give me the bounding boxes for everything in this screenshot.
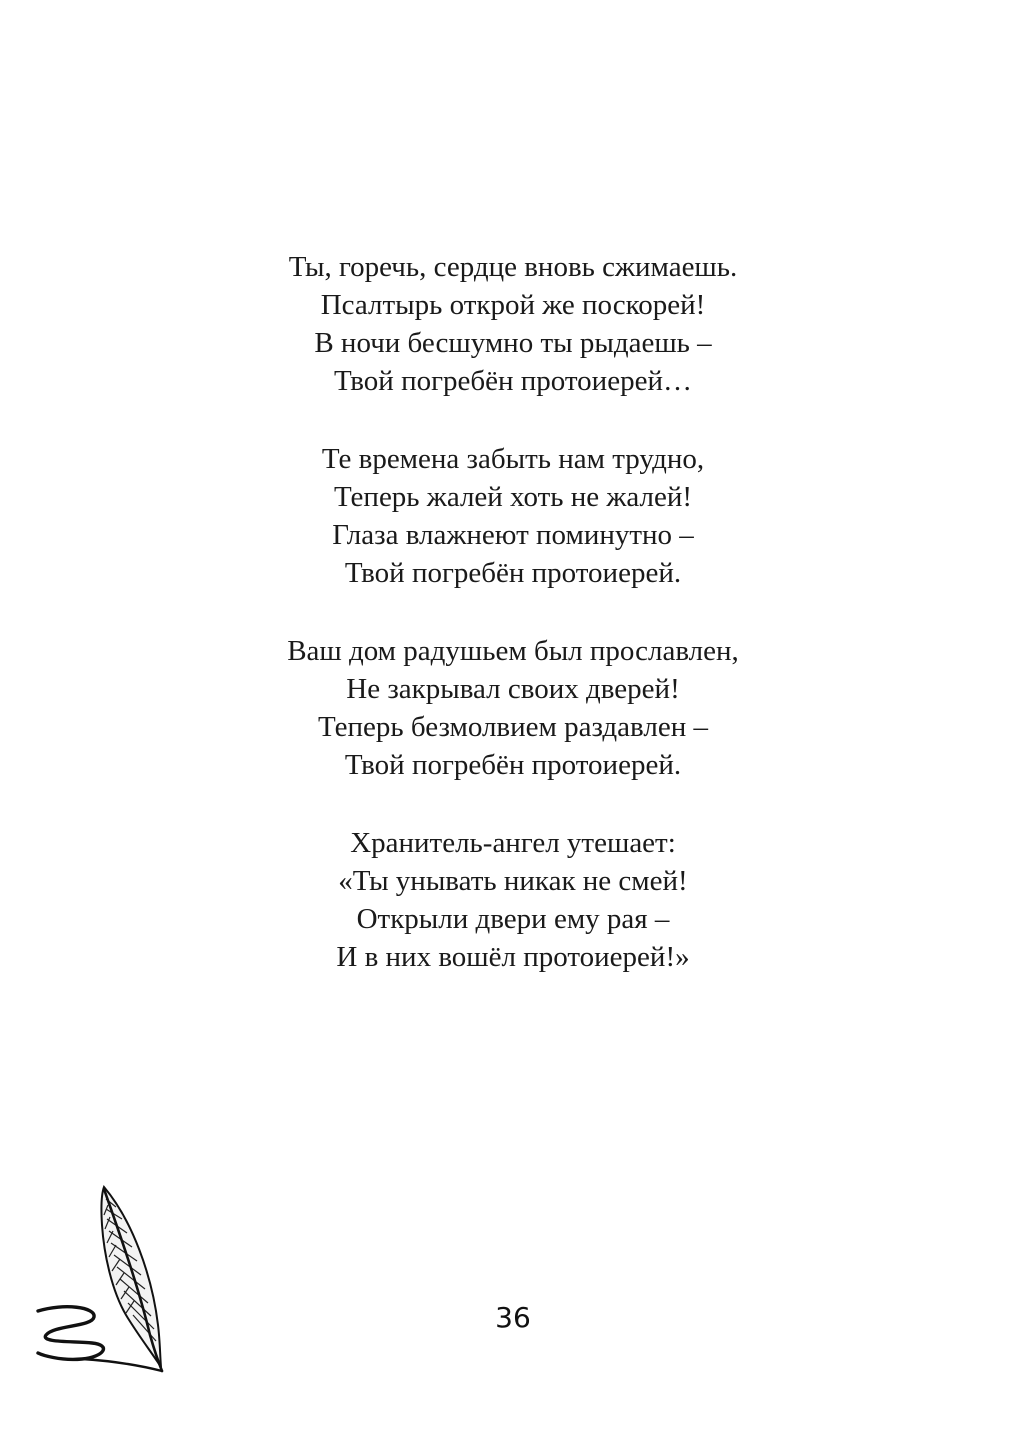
poem-line: Глаза влажнеют поминутно –: [332, 519, 694, 551]
poem-line: Ваш дом радушьем был прославлен,: [287, 635, 739, 667]
stanza-1: [0, 248, 1026, 400]
poem-line: В ночи бесшумно ты рыдаешь –: [314, 327, 712, 359]
poem-line: Теперь жалей хоть не жалей!: [333, 481, 693, 513]
poem-line: Не закрывал своих дверей!: [346, 673, 680, 705]
poem-line: И в них вошёл протоиерей!»: [336, 941, 690, 973]
poem-line: Открыли двери ему рая –: [356, 903, 670, 935]
poem-line: «Ты унывать никак не смей!: [338, 865, 688, 897]
poem-line: Псалтырь открой же поскорей!: [320, 289, 706, 321]
stanza-3: [0, 632, 1026, 784]
stanza-2: [0, 440, 1026, 592]
poem-line: Твой погребён протоиерей…: [334, 365, 692, 397]
quill-icon: [34, 1185, 174, 1375]
poem: [0, 248, 1026, 1016]
poem-line: Ты, горечь, сердце вновь сжимаешь.: [288, 251, 738, 283]
poem-line: Теперь безмолвием раздавлен –: [318, 711, 708, 743]
poem-line: Те времена забыть нам трудно,: [321, 443, 705, 475]
poem-line: Твой погребён протоиерей.: [344, 749, 682, 781]
poem-line: Твой погребён протоиерей.: [344, 557, 682, 589]
page-number: 36: [495, 1301, 531, 1334]
stanza-4: [0, 824, 1026, 976]
poem-line: Хранитель-ангел утешает:: [350, 827, 676, 859]
